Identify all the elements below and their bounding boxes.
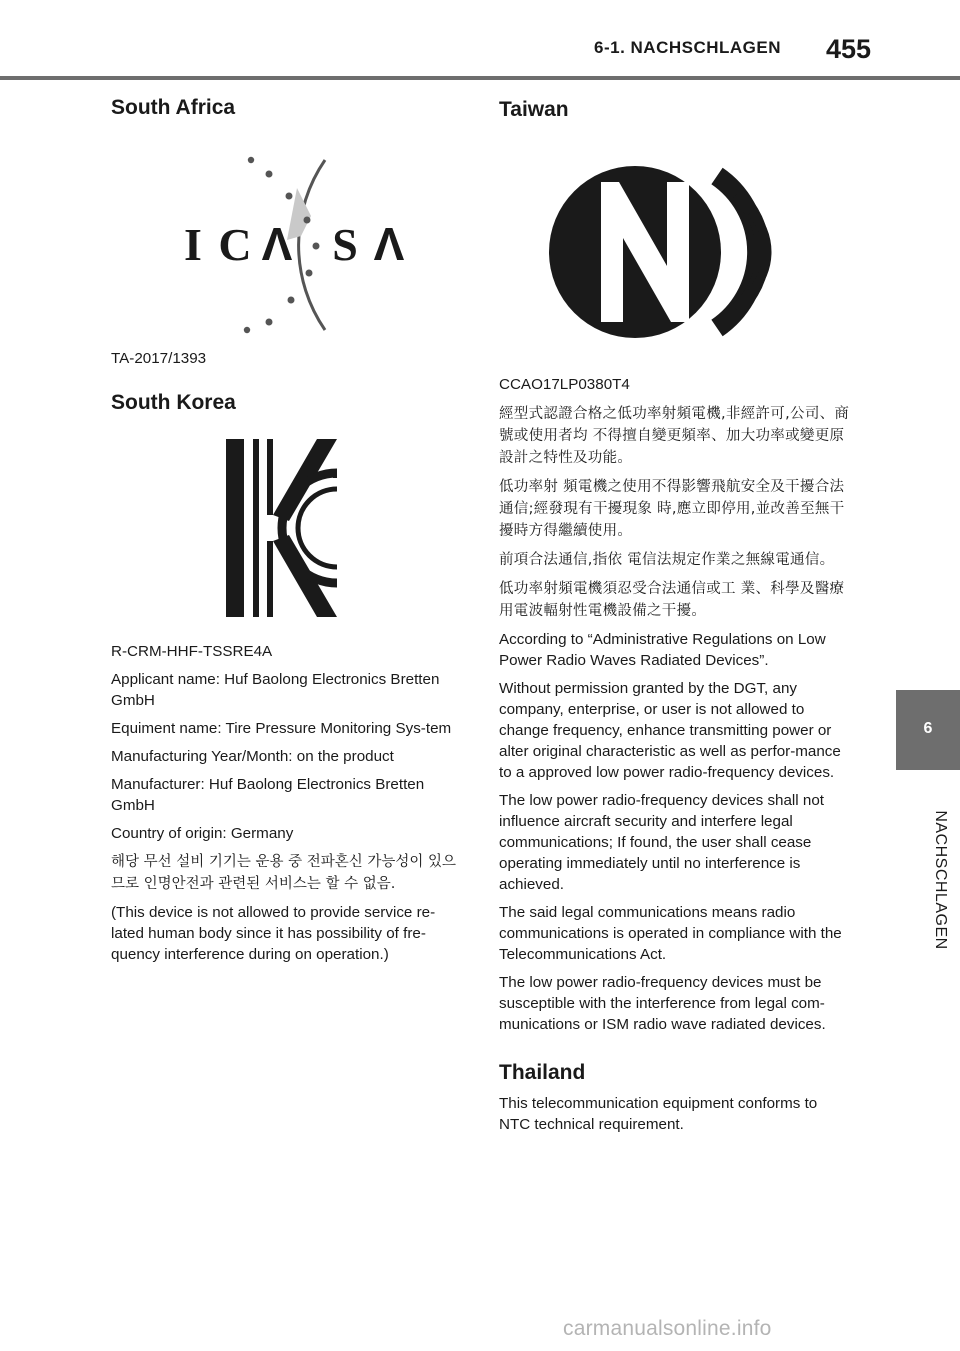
heading-south-korea: South Korea (111, 391, 236, 414)
icasa-arc (299, 160, 325, 330)
heading-taiwan: Taiwan (499, 98, 569, 121)
icasa-dot (306, 270, 313, 277)
left-column (111, 96, 461, 972)
korea-paragraph: Manufacturer: Huf Baolong Electronics Bretten GmbH (111, 776, 425, 814)
taiwan-paragraph: Without permission granted by the DGT, any company, enterprise, or user is not allowed to change frequency, enhance transmitting power or alter original characteristic as well as perfor-mance to a approved low power radio-frequency devices. (499, 680, 841, 781)
chapter-number: 6 (923, 720, 933, 737)
icasa-dot (286, 193, 293, 200)
taiwan-chinese-paragraph: 低功率射 頻電機之使用不得影響飛航安全及干擾合法通信;經發現有干擾現象 時,應立即停用,並改善至無干擾時方得繼續使用。 (499, 479, 845, 539)
page-number: 455 (826, 34, 872, 64)
page-header (0, 0, 960, 80)
icasa-dot (304, 217, 311, 224)
heading-south-africa: South Africa (111, 96, 236, 119)
taiwan-chinese-paragraph: 低功率射頻電機須忍受合法通信或工 業、科學及醫療用電波輻射性電機設備之干擾。 (499, 581, 845, 619)
taiwan-paragraph: The low power radio-frequency devices shall not influence aircraft security and interfere legal communications; If found, the user shall cease operating immediately until no interference is achieved. (499, 792, 825, 893)
watermark: carmanualsonline.info (563, 1317, 772, 1340)
section-title: 6-1. NACHSCHLAGEN (594, 38, 782, 57)
icasa-dot (266, 171, 273, 178)
icasa-letter-c: C (218, 219, 252, 270)
icasa-dot (288, 297, 295, 304)
korea-paragraph: Applicant name: Huf Baolong Electronics Bretten GmbH (111, 671, 440, 709)
icasa-logo (111, 148, 461, 338)
icasa-dot (313, 243, 320, 250)
taiwan-paragraph: The said legal communications means radio communications is operated in compliance with the Telecommunications Act. (499, 904, 842, 963)
taiwan-english-text (499, 629, 851, 1035)
icasa-dot (266, 319, 273, 326)
korea-paragraph: Equiment name: Tire Pressure Monitoring Sys-tem (111, 720, 452, 737)
taiwan-chinese-paragraph: 前項合法通信,指依 電信法規定作業之無線電通信。 (499, 552, 835, 568)
heading-thailand: Thailand (499, 1061, 586, 1084)
south-korea-text (111, 641, 461, 965)
ncc-logo (499, 142, 851, 362)
icasa-dot (244, 327, 250, 333)
taiwan-paragraph: The low power radio-frequency devices must be susceptible with the interference from legal com-munications or ISM radio wave radiated devices. (499, 974, 826, 1033)
icasa-letter-s: S (332, 219, 358, 270)
icasa-letter-i: I (184, 219, 202, 270)
taiwan-chinese-paragraph: 經型式認證合格之低功率射頻電機,非經許可,公司、商號或使用者均 不得擅自變更頻率、加大功率或變更原設計之特性及功能。 (499, 406, 850, 466)
ncc-code: CCAO17LP0380T4 (499, 376, 630, 393)
taiwan-paragraph: According to “Administrative Regulations on Low Power Radio Waves Radiated Devices”. (499, 631, 826, 669)
icasa-dot (248, 157, 254, 163)
taiwan-chinese-text (499, 403, 851, 622)
korea-paragraph: (This device is not allowed to provide service re-lated human body since it has possibility of fre-quency interference during on operation.) (111, 904, 436, 963)
chapter-label: NACHSCHLAGEN (932, 810, 949, 950)
kc-logo (111, 433, 461, 619)
icasa-letter-a2: Λ (373, 218, 405, 270)
right-column (499, 96, 851, 1142)
chapter-tab (896, 690, 960, 770)
thailand-paragraph: This telecommunication equipment conforms to NTC technical requirement. (499, 1095, 818, 1133)
icasa-letter-a1: Λ (261, 218, 293, 270)
korea-paragraph-korean: 해당 무선 설비 기기는 운용 중 전파혼신 가능성이 있으므로 인명안전과 관련된 서비스는 할 수 없음. (111, 854, 457, 892)
korea-paragraph: Country of origin: Germany (111, 825, 294, 842)
header-rule (0, 76, 960, 80)
korea-paragraph: Manufacturing Year/Month: on the product (111, 748, 394, 765)
korea-paragraph: R-CRM-HHF-TSSRE4A (111, 643, 273, 660)
icasa-code: TA-2017/1393 (111, 350, 207, 367)
